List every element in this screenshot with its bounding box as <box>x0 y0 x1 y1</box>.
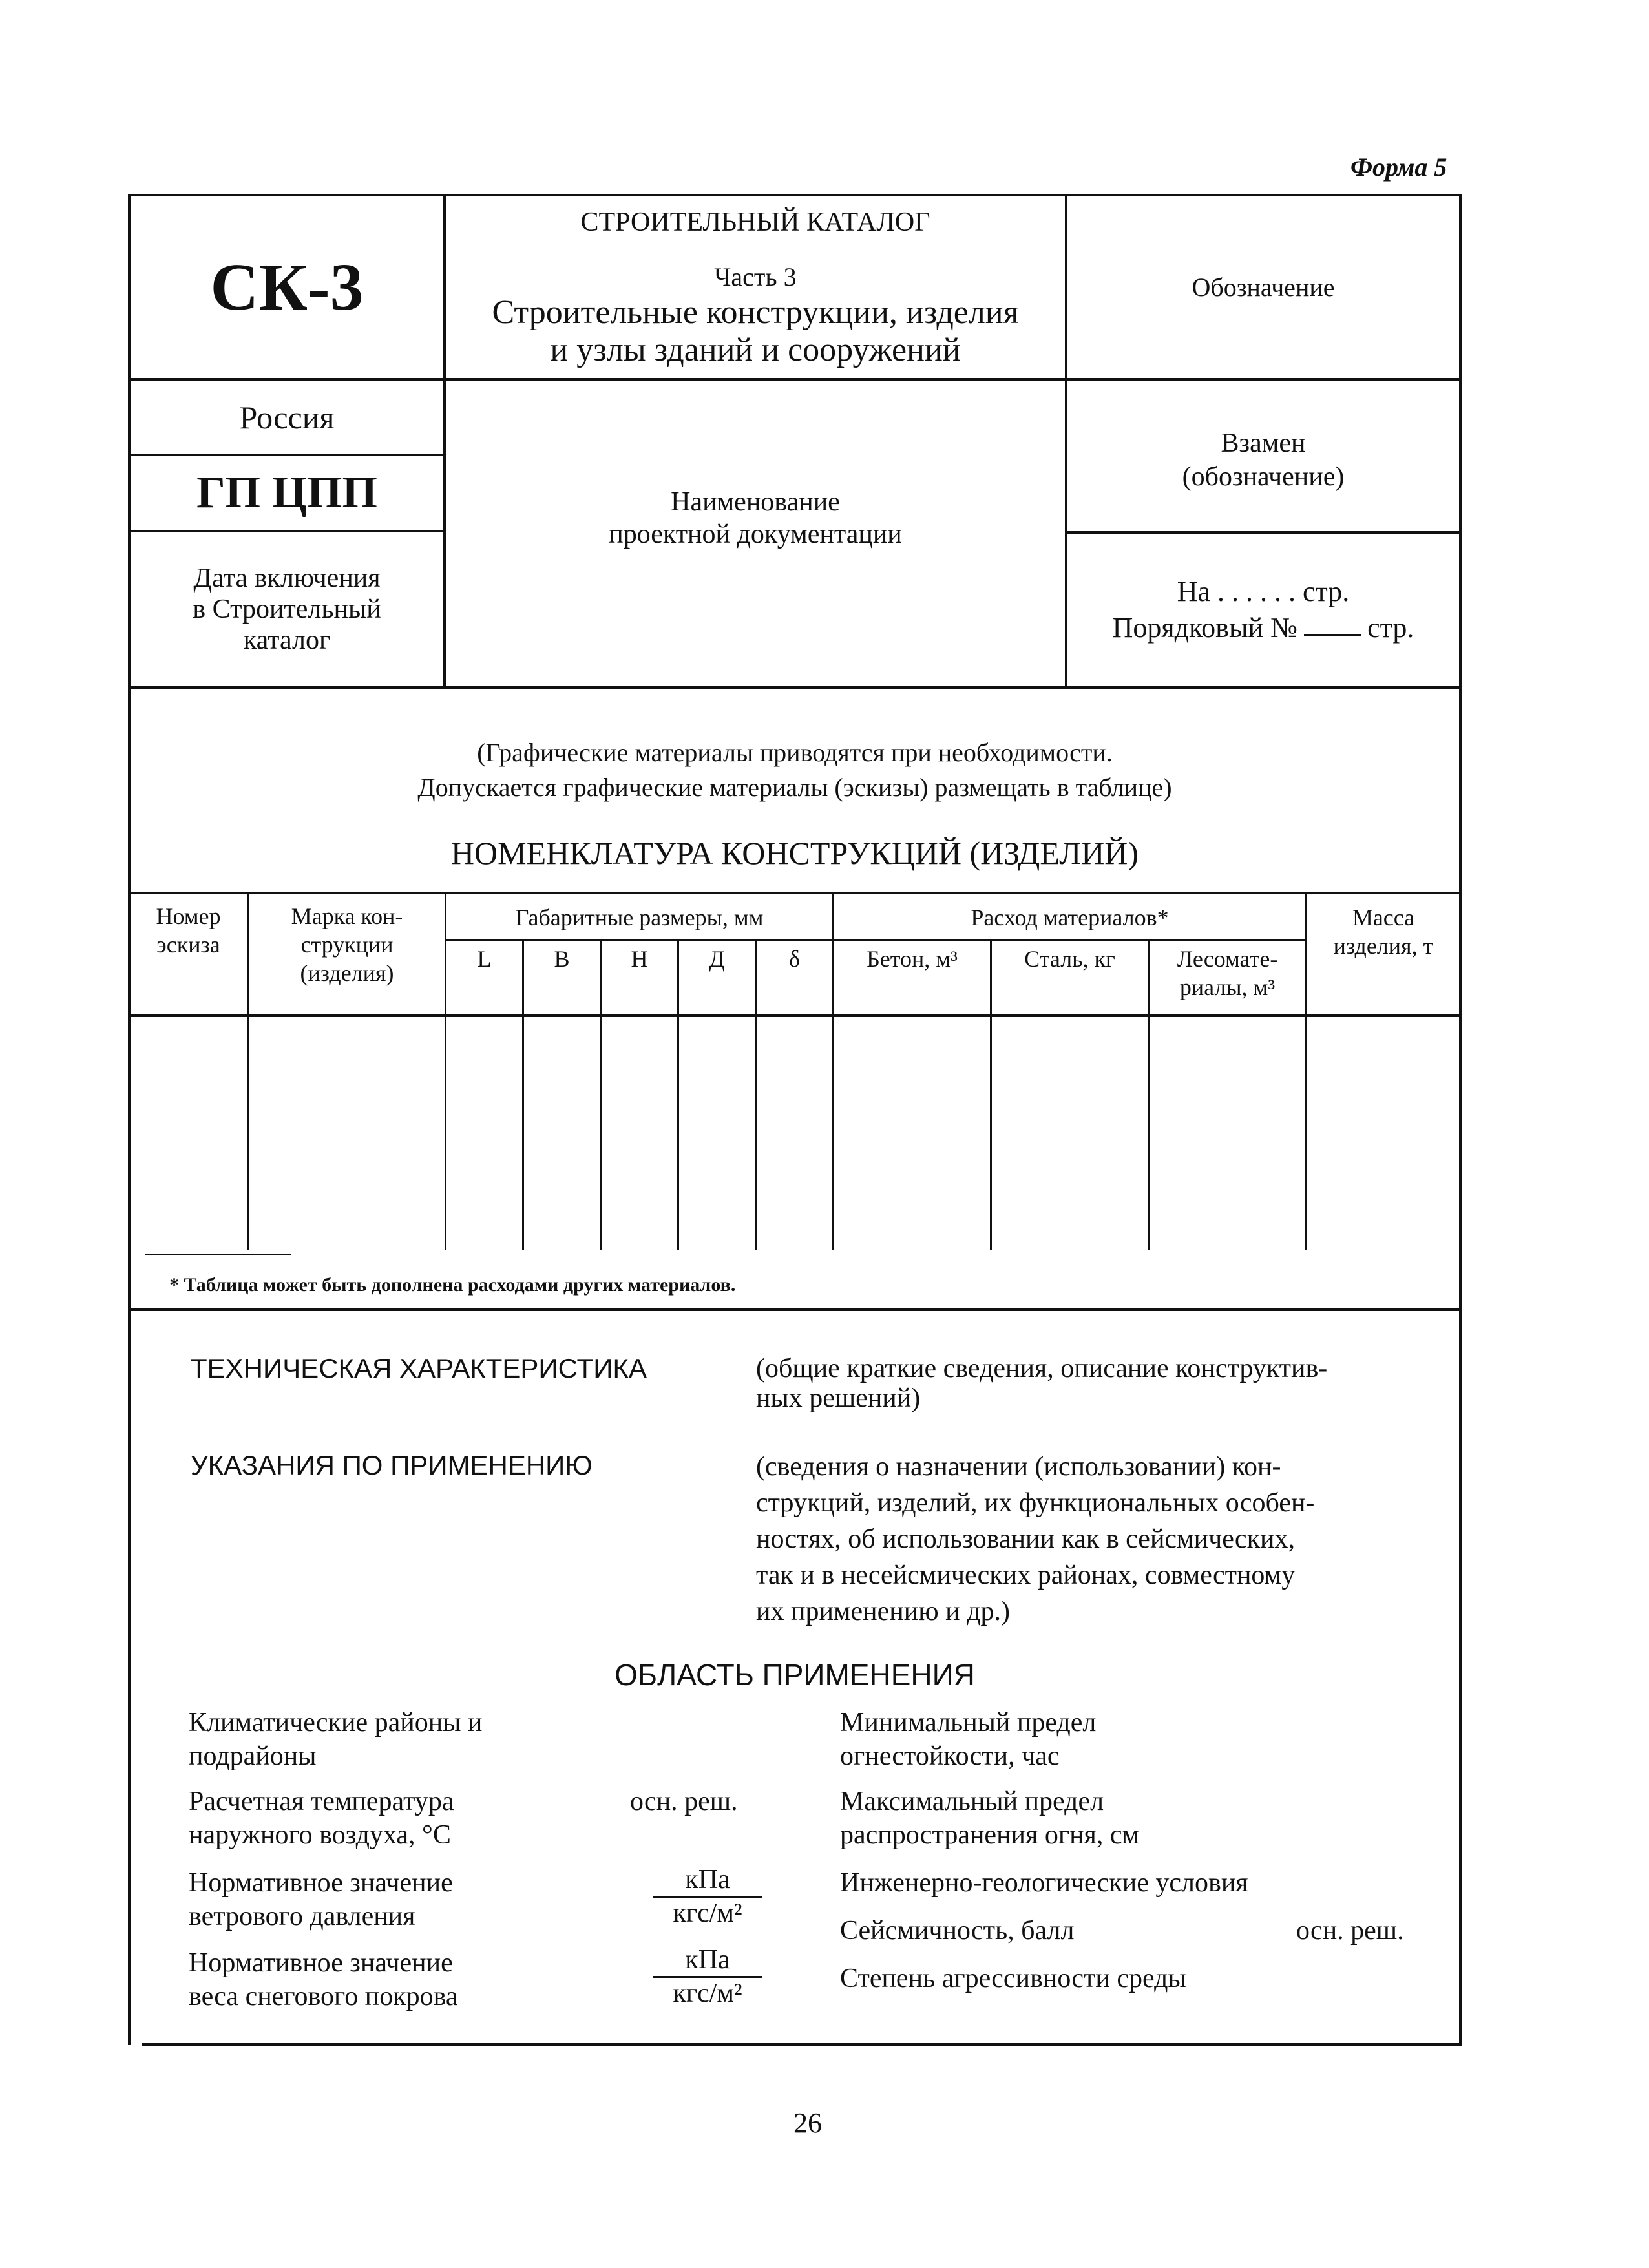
col-line-5 <box>677 939 679 1250</box>
wind-unit-bottom: кгс/м² <box>673 1898 742 1928</box>
th-timber-line2: риалы, м³ <box>1179 974 1276 1000</box>
th-mass-line2: изделия, т <box>1333 933 1434 959</box>
country-cell <box>131 381 443 454</box>
project-name-cell <box>446 486 1065 551</box>
col-line-3 <box>522 939 524 1250</box>
frame-bottom <box>142 2043 1462 2046</box>
th-timber-line1: Лесомате- <box>1177 946 1278 972</box>
table-footnote: * Таблица может быть дополнена расходами других материалов. <box>169 1274 736 1296</box>
scope-temperature-line1: Расчетная температура <box>189 1787 454 1816</box>
part-title-line1: Строительные конструкции, изделия <box>492 294 1019 331</box>
th-mark-line2: струкции <box>300 932 394 958</box>
th-dim-d: Д <box>709 946 725 972</box>
table-section-bottom-line <box>128 1308 1462 1311</box>
th-mass-line1: Масса <box>1352 905 1415 930</box>
wind-unit-top: кПа <box>653 1864 762 1898</box>
graphics-note-line2: Допускается графические материалы (эскизы) размещать в таблице) <box>417 773 1172 802</box>
graphics-note <box>129 735 1460 805</box>
replaces-line1: Взамен <box>1221 428 1306 458</box>
scope-wind <box>189 1866 453 1933</box>
th-mark-line1: Марка кон- <box>291 903 403 929</box>
scope-heading: ОБЛАСТЬ ПРИМЕНЕНИЯ <box>614 1658 975 1692</box>
snow-unit-top: кПа <box>653 1944 762 1978</box>
th-sketch-line1: Номер <box>156 903 221 929</box>
inclusion-date-cell <box>131 532 443 686</box>
usage-text-line2: струкций, изделий, их функциональных особен- <box>756 1488 1315 1518</box>
pages-cell <box>1067 574 1459 646</box>
form-label: Форма 5 <box>1350 152 1447 182</box>
org-label: ГП ЦПП <box>196 468 377 518</box>
scope-snow-line1: Нормативное значение <box>189 1948 453 1978</box>
scope-fire-spread-line1: Максимальный предел <box>840 1787 1104 1816</box>
inclusion-date-line2: в Строительный <box>193 594 381 624</box>
header-bottom-line <box>128 686 1462 689</box>
usage-text-line1: (сведения о назначении (использовании) кон- <box>756 1452 1281 1482</box>
nomenclature-title: НОМЕНКЛАТУРА КОНСТРУКЦИЙ (ИЗДЕЛИЙ) <box>450 835 1139 871</box>
th-steel: Сталь, кг <box>1024 946 1115 972</box>
project-name-line2: проектной документации <box>609 520 902 549</box>
serial-blank <box>1304 634 1361 636</box>
table-top-line <box>128 892 1462 894</box>
catalog-code: СК-3 <box>210 250 364 324</box>
th-dim-delta: δ <box>789 946 800 972</box>
th-concrete: Бетон, м³ <box>867 946 958 972</box>
th-mark-line3: (изделия) <box>300 960 394 986</box>
replaces-cell <box>1067 426 1459 494</box>
scope-fire-resistance <box>840 1706 1096 1773</box>
replaces-line2: (обозначение) <box>1182 462 1345 492</box>
scope-wind-line1: Нормативное значение <box>189 1868 453 1898</box>
th-dims-group: Габаритные размеры, мм <box>515 905 764 930</box>
footnote-rule <box>145 1254 291 1255</box>
inclusion-date-line1: Дата включения <box>193 563 381 593</box>
col-line-4 <box>600 939 602 1250</box>
catalog-part: Часть 3 <box>714 262 797 291</box>
th-dim-b: B <box>554 946 570 972</box>
scope-fire-spread-line2: распространения огня, см <box>840 1820 1140 1850</box>
scope-seismicity: Сейсмичность, балл <box>840 1916 1075 1946</box>
scope-wind-line2: ветрового давления <box>189 1902 415 1931</box>
scope-fire-resistance-line1: Минимальный предел <box>840 1708 1097 1738</box>
graphics-note-line1: (Графические материалы приводятся при необходимости. <box>477 738 1113 767</box>
tech-text <box>756 1352 1460 1415</box>
designation-label: Обозначение <box>1192 273 1335 302</box>
designation-cell <box>1067 196 1459 378</box>
catalog-title: СТРОИТЕЛЬНЫЙ КАТАЛОГ <box>580 207 930 237</box>
table-subheader-line <box>445 939 1305 941</box>
th-timber <box>1150 945 1305 1002</box>
usage-text <box>756 1449 1460 1630</box>
part-title-line2: и узлы зданий и сооружений <box>550 331 961 368</box>
scope-geology: Инженерно-геологические условия <box>840 1868 1248 1898</box>
scope-seismicity-value: осн. реш. <box>1296 1916 1404 1946</box>
th-mass <box>1307 903 1460 960</box>
scope-aggressiveness: Степень агрессивности среды <box>840 1964 1186 1993</box>
snow-unit <box>653 1944 762 2009</box>
scope-fire-resistance-line2: огнестойкости, час <box>840 1741 1060 1771</box>
scope-temperature-line2: наружного воздуха, °С <box>189 1820 451 1850</box>
tech-heading: ТЕХНИЧЕСКАЯ ХАРАКТЕРИСТИКА <box>191 1353 647 1383</box>
wind-unit <box>653 1864 762 1929</box>
col-line-8 <box>990 939 992 1250</box>
scope-temperature <box>189 1785 454 1852</box>
th-sketch <box>129 902 247 959</box>
th-dim-l: L <box>477 946 492 972</box>
org-cell <box>131 456 443 530</box>
th-sketch-line2: эскиза <box>156 932 220 958</box>
code-cell <box>131 196 443 378</box>
scope-snow <box>189 1946 458 2013</box>
scope-fire-spread <box>840 1785 1139 1852</box>
snow-unit-bottom: кгс/м² <box>673 1979 742 2008</box>
scope-snow-line2: веса снегового покрова <box>189 1982 458 2011</box>
usage-text-line3: ностях, об использовании как в сейсмических, <box>756 1524 1295 1554</box>
scope-climate <box>189 1706 482 1773</box>
inclusion-date-line3: каталог <box>243 625 331 655</box>
th-mark <box>249 902 445 987</box>
usage-text-line4: так и в несейсмических районах, совместному <box>756 1560 1296 1590</box>
page-number: 26 <box>793 2107 822 2139</box>
col-line-6 <box>755 939 757 1250</box>
pages-line: На . . . . . . стр. <box>1177 576 1350 607</box>
frame-right <box>1459 194 1462 2045</box>
serial-suffix: стр. <box>1367 612 1414 644</box>
catalog-title-cell <box>446 205 1065 368</box>
serial-line <box>1067 610 1459 646</box>
tech-text-line1: (общие краткие сведения, описание конструктив- <box>756 1354 1328 1383</box>
scope-climate-line1: Климатические районы и <box>189 1708 483 1738</box>
usage-heading: УКАЗАНИЯ ПО ПРИМЕНЕНИЮ <box>191 1450 593 1480</box>
header-row-line-4 <box>1065 531 1462 534</box>
tech-text-line2: ных решений) <box>756 1383 921 1413</box>
scope-temperature-value: осн. реш. <box>630 1787 738 1816</box>
country-label: Россия <box>239 399 335 436</box>
th-materials-group: Расход материалов* <box>971 905 1169 930</box>
project-name-line1: Наименование <box>671 487 840 517</box>
th-dim-h: H <box>631 946 648 972</box>
usage-text-line5: их применению и др.) <box>756 1597 1010 1626</box>
scope-climate-line2: подрайоны <box>189 1741 317 1771</box>
serial-label: Порядковый № <box>1112 612 1298 644</box>
table-header-bottom-line <box>128 1014 1462 1017</box>
